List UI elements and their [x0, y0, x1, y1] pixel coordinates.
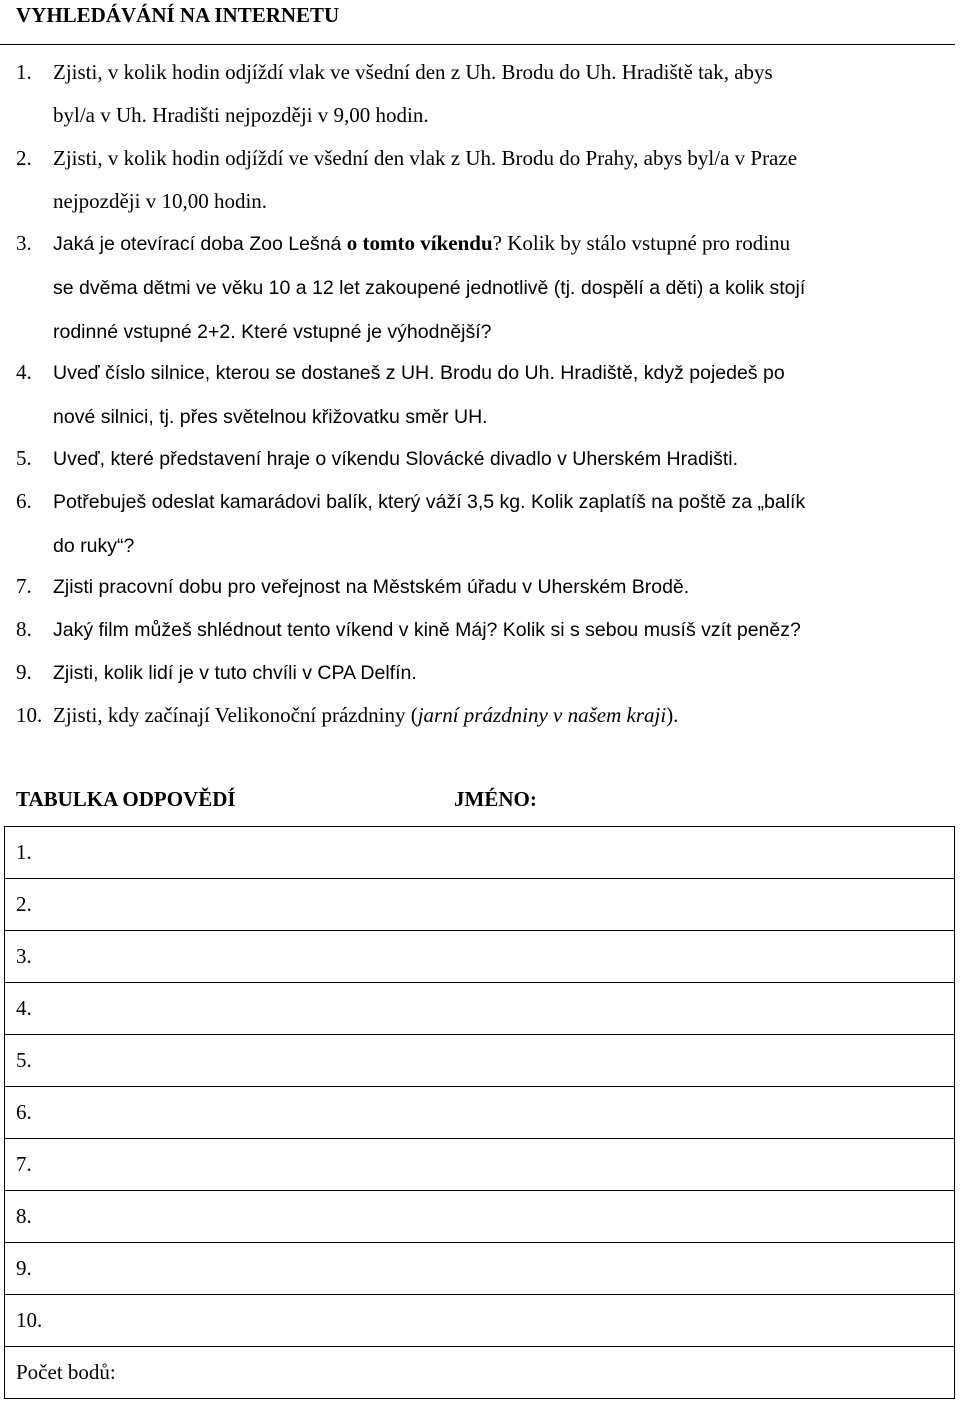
question-item — [16, 608, 801, 652]
question-text: Zjisti pracovní dobu pro veřejnost na Městském úřadu v Uherském Brodě. — [53, 576, 690, 598]
answers-heading: TABULKA ODPOVĚDÍ — [16, 787, 236, 811]
question-number: 4. — [16, 360, 32, 384]
answer-cell: 5. — [5, 1035, 955, 1087]
answer-row — [5, 1087, 955, 1139]
question-text: ). — [666, 703, 679, 727]
question-line — [16, 351, 785, 395]
question-line — [16, 180, 797, 223]
answer-cell: 9. — [5, 1243, 955, 1295]
question-line — [16, 437, 738, 481]
question-item — [16, 480, 805, 568]
answer-cell: 6. — [5, 1087, 955, 1139]
question-number: 9. — [16, 660, 32, 684]
answer-row — [5, 931, 955, 983]
question-text: Jaká je otevírací doba Zoo Lešná — [53, 233, 347, 255]
question-line — [16, 395, 785, 439]
question-line — [16, 480, 805, 524]
answer-row — [5, 879, 955, 931]
question-text: jarní prázdniny v našem kraji — [417, 703, 667, 727]
question-text: Uveď číslo silnice, kterou se dostaneš z UH. Brodu do Uh. Hradiště, když pojedeš po — [53, 362, 785, 384]
answer-table — [4, 826, 955, 1399]
question-line — [16, 694, 678, 737]
answer-cell: 8. — [5, 1191, 955, 1243]
answer-cell: 7. — [5, 1139, 955, 1191]
answer-cell: 3. — [5, 931, 955, 983]
answer-row — [5, 1191, 955, 1243]
answer-row — [5, 1139, 955, 1191]
answer-cell: 10. — [5, 1295, 955, 1347]
question-text: Zjisti, kdy začínají Velikonoční prázdniny ( — [53, 703, 418, 727]
question-line — [16, 222, 805, 266]
question-number: 8. — [16, 617, 32, 641]
question-line — [16, 266, 805, 310]
answer-cell: Počet bodů: — [5, 1347, 955, 1399]
worksheet-title: VYHLEDÁVÁNÍ NA INTERNETU — [16, 3, 340, 27]
question-text: rodinné vstupné 2+2. Které vstupné je výhodnější? — [53, 321, 492, 343]
answer-row — [5, 827, 955, 879]
question-line — [16, 310, 805, 354]
answer-cell: 4. — [5, 983, 955, 1035]
question-text: Zjisti, kolik lidí je v tuto chvíli v CPA Delfín. — [53, 662, 417, 684]
question-line — [16, 94, 773, 137]
question-number: 3. — [16, 231, 32, 255]
question-text: nejpozději v 10,00 hodin. — [53, 189, 268, 213]
question-text: Jaký film můžeš shlédnout tento víkend v kině Máj? Kolik si s sebou musíš vzít peněz? — [53, 619, 801, 641]
question-text: Zjisti, v kolik hodin odjíždí vlak ve všední den z Uh. Brodu do Uh. Hradiště tak, abys — [53, 60, 773, 84]
question-number: 1. — [16, 60, 32, 84]
question-line — [16, 137, 797, 180]
question-line — [16, 51, 773, 94]
answer-cell: 2. — [5, 879, 955, 931]
answer-row — [5, 1347, 955, 1399]
answer-row — [5, 1035, 955, 1087]
question-item — [16, 565, 689, 609]
name-label: JMÉNO: — [454, 787, 537, 811]
question-item — [16, 437, 738, 481]
answer-row — [5, 1243, 955, 1295]
question-line — [16, 565, 689, 609]
question-text: Uveď, které představení hraje o víkendu Slovácké divadlo v Uherském Hradišti. — [53, 448, 739, 470]
question-number: 5. — [16, 446, 32, 470]
question-item — [16, 51, 773, 137]
question-text: o tomto víkendu — [346, 231, 493, 255]
question-item — [16, 137, 797, 223]
question-text: byl/a v Uh. Hradišti nejpozději v 9,00 hodin. — [53, 103, 429, 127]
question-text: do ruky“? — [53, 535, 135, 557]
question-text: Zjisti, v kolik hodin odjíždí ve všední den vlak z Uh. Brodu do Prahy, abys byl/a v Praze — [53, 146, 798, 170]
answer-row — [5, 983, 955, 1035]
question-number: 7. — [16, 574, 32, 598]
question-line — [16, 651, 417, 695]
question-item — [16, 222, 805, 354]
question-number: 10. — [16, 703, 43, 727]
question-text: se dvěma dětmi ve věku 10 a 12 let zakoupené jednotlivě (tj. dospělí a děti) a kolik stojí — [53, 277, 806, 299]
question-item — [16, 694, 678, 737]
question-text: nové silnici, tj. přes světelnou křižovatku směr UH. — [53, 406, 488, 428]
question-number: 6. — [16, 489, 32, 513]
question-number: 2. — [16, 146, 32, 170]
question-text: Potřebuješ odeslat kamarádovi balík, který váží 3,5 kg. Kolik zaplatíš na poště za „balík — [53, 491, 806, 513]
title-divider — [0, 44, 955, 45]
question-line — [16, 608, 801, 652]
question-line — [16, 524, 805, 568]
question-item — [16, 351, 785, 439]
answer-cell: 1. — [5, 827, 955, 879]
answer-row — [5, 1295, 955, 1347]
question-item — [16, 651, 417, 695]
question-text: ? Kolik by stálo vstupné pro rodinu — [492, 231, 791, 255]
